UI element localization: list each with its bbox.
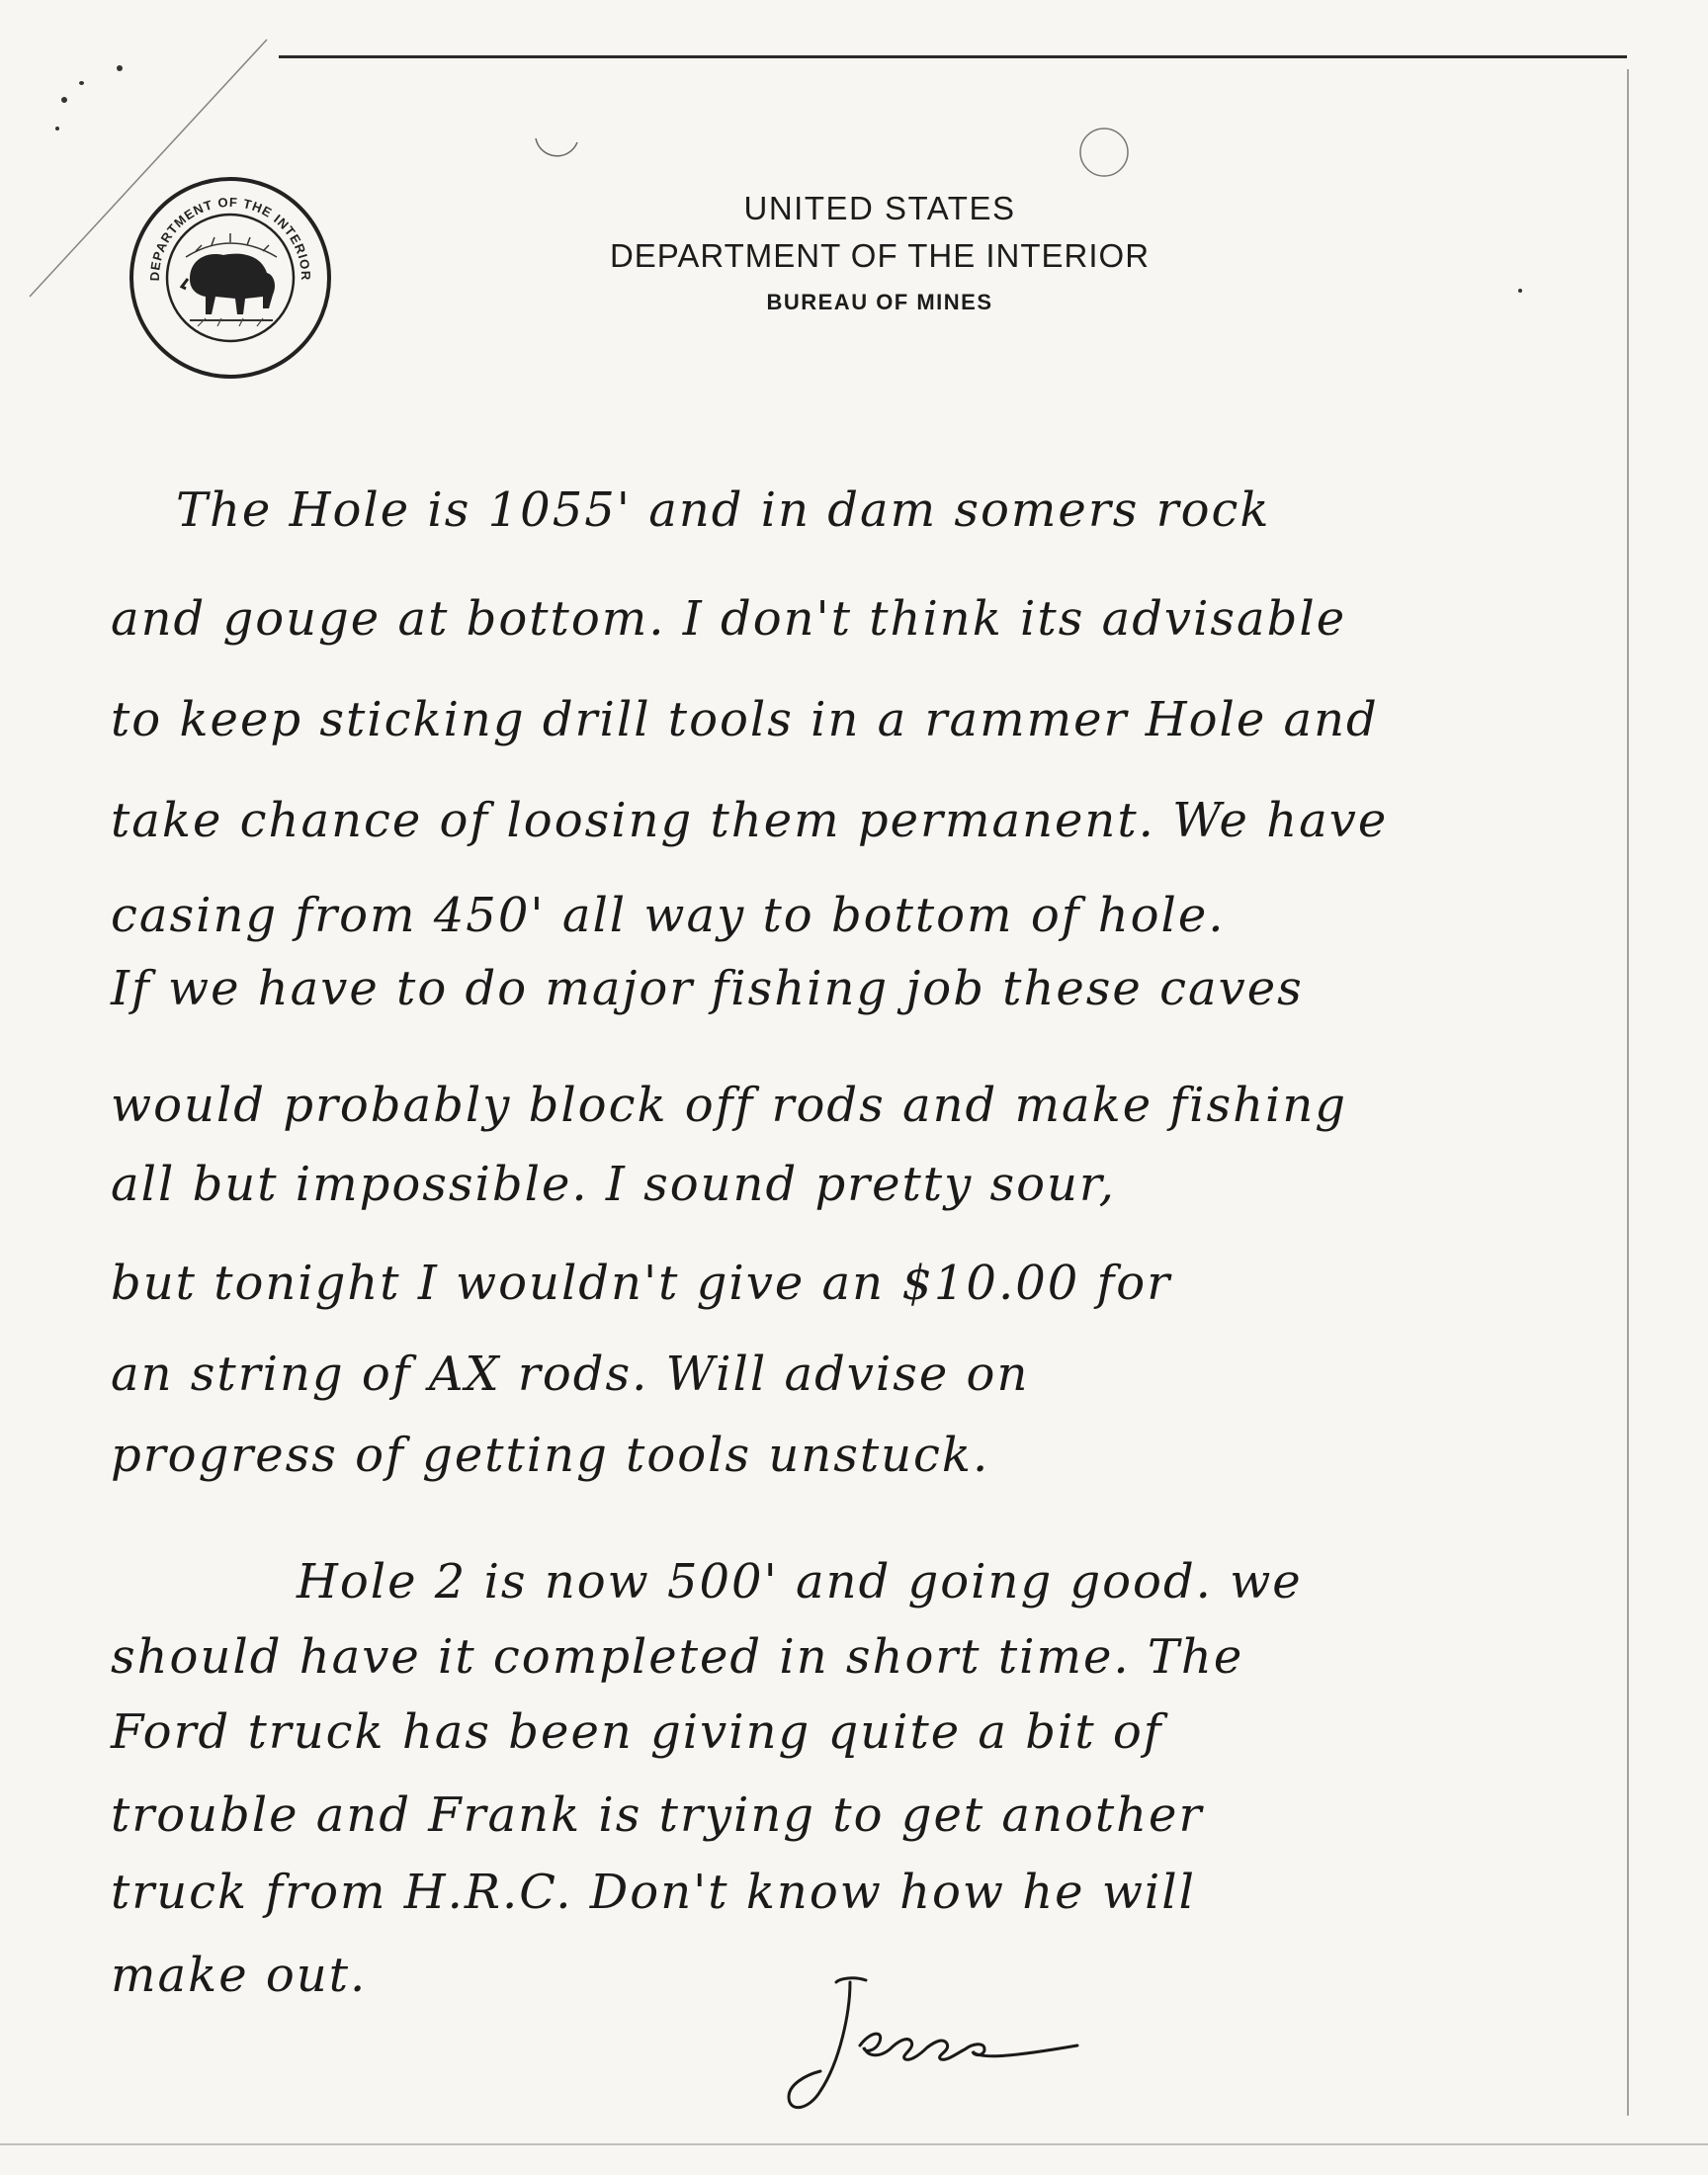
letter-line: all but impossible. I sound pretty sour, [111,1157,1116,1212]
letter-line: would probably block off rods and make fishing [111,1078,1348,1133]
letterhead-country: UNITED STATES [743,190,1016,226]
svg-text:DEPARTMENT OF THE INTERIOR: DEPARTMENT OF THE INTERIOR [146,194,314,282]
letter-line: progress of getting tools unstuck. [111,1428,990,1483]
signature-jesse [781,1972,1097,2131]
letter-line: The Hole is 1055' and in dam somers rock [176,482,1271,538]
letterhead-department: DEPARTMENT OF THE INTERIOR [609,237,1151,274]
letter-line: an string of AX rods. Will advise on [111,1347,1030,1402]
letter-line: should have it completed in short time. The [111,1629,1244,1685]
letterhead-bureau: BUREAU OF MINES [766,290,993,314]
letter-line: trouble and Frank is trying to get another [111,1787,1204,1843]
letter-line: truck from H.R.C. Don't know how he will [111,1865,1196,1920]
letter-line: take chance of loosing them permanent. We have [111,793,1389,848]
letter-line: to keep sticking drill tools in a rammer Hole and [111,692,1379,747]
letter-line: but tonight I wouldn't give an $10.00 for [111,1256,1172,1311]
letter-line: If we have to do major fishing job these caves [111,961,1304,1016]
letter-line: and gouge at bottom. I don't think its advisable [111,591,1347,647]
letter-line: Hole 2 is now 500' and going good. we [297,1554,1303,1610]
letter-line: Ford truck has been giving quite a bit of [111,1704,1163,1760]
letter-line: make out. [111,1948,368,2003]
letter-line: casing from 450' all way to bottom of hole. [111,888,1226,943]
